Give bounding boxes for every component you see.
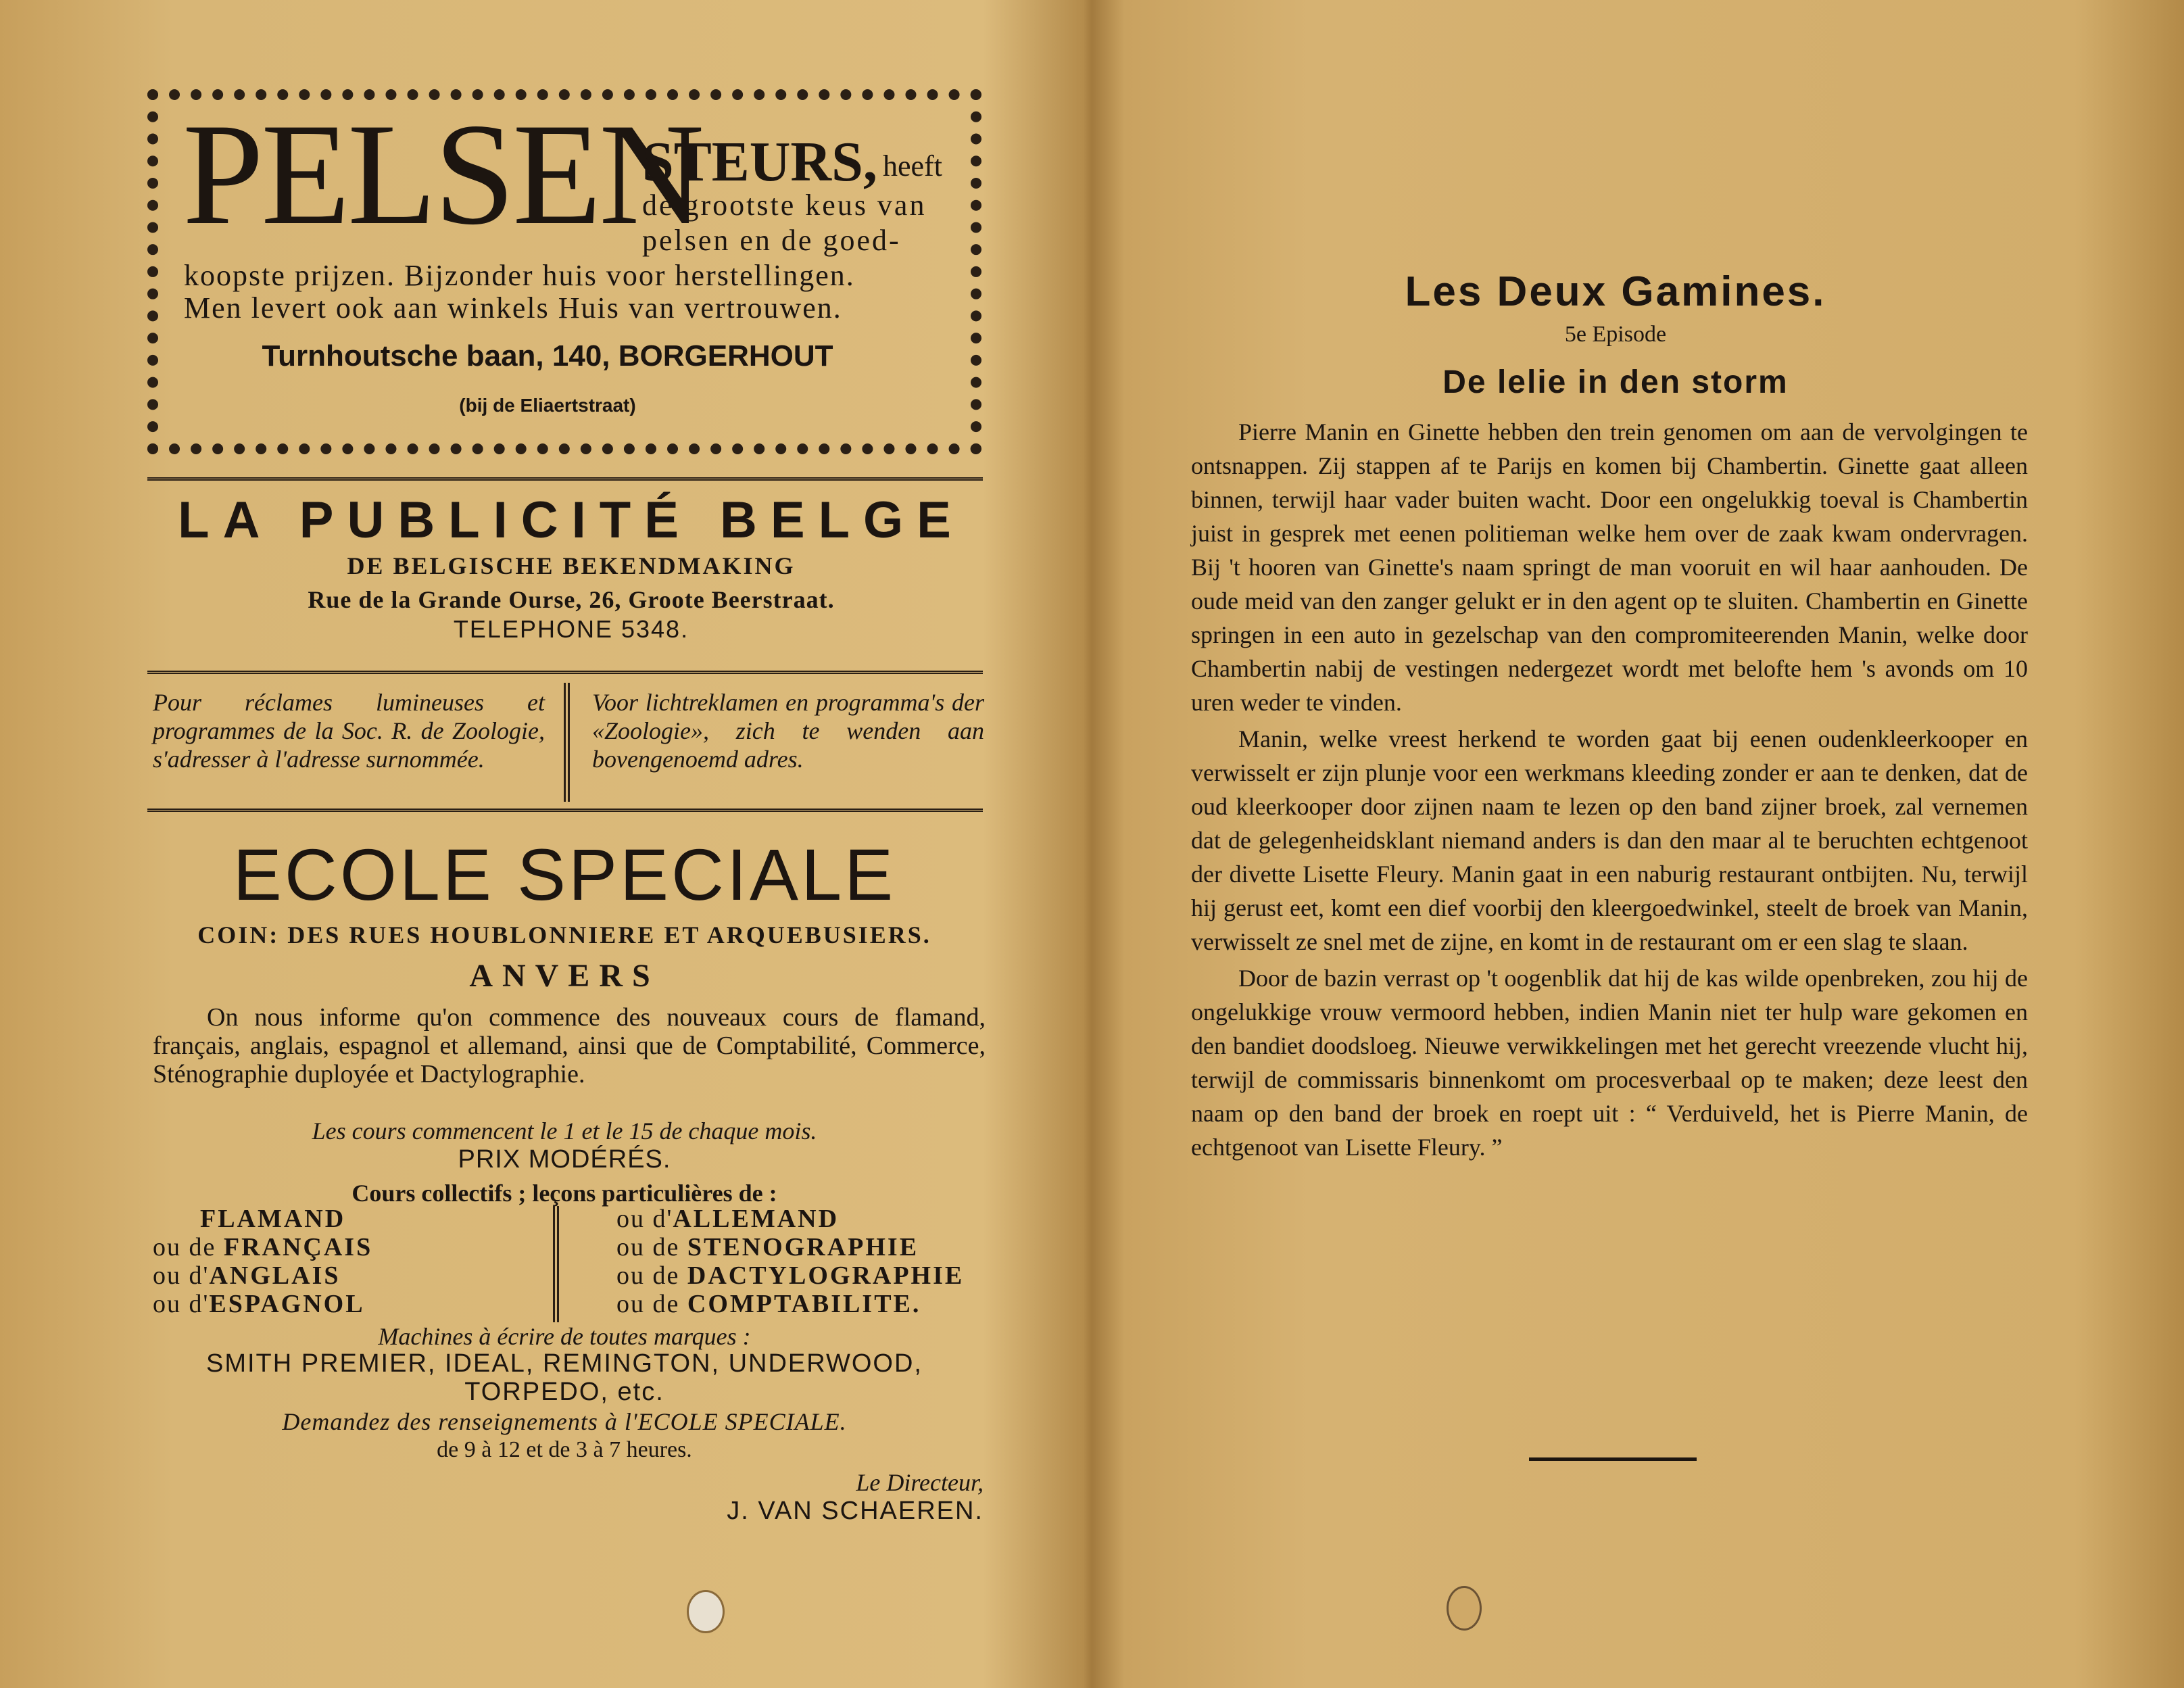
story-paragraph: Manin, welke vreest herkend te worden gaat bij eenen oudenkleerkooper en verwisselt er zijn plunje voor een werkmans kleeding zonder er aan te denken, dat de oud kleerkooper door zijnen naam te lezen op den band zijner broek, zal vernemen dat de gelegenheidsklant niemand anders is dan den maar al te beruchten echtgenoot der divette Lisette Fleury. Manin gaat in een naburig restaurant ontbijten. Nu, terwijl hij gerust eet, komt een dief voorbij den kleergoedwinkel, steelt de broek van Manin, verwisselt ze snel met de zijne, en komt in de restaurant om er een slag te slaan. <box>1191 725 2028 955</box>
story-subtitle: De lelie in den storm <box>1442 364 1789 400</box>
brands-line-2: TORPEDO, etc. <box>464 1378 664 1406</box>
punch-hole <box>687 1590 725 1633</box>
left-page <box>0 0 1088 1688</box>
publicite-subtitle: DE BELGISCHE BEKENDMAKING <box>347 552 796 579</box>
subject-item: ou de COMPTABILITE. <box>616 1290 921 1318</box>
story-paragraph: Pierre Manin en Ginette hebben den trein genomen om aan de vervolgingen te ontsnappen. Zij stappen af te Parijs en komen bij Chambertin. Ginette gaat alleen binnen, terwijl haar vader buiten wacht. Door een ongelukkig toeval is Chambertin juist in gesprek met eenen politieman welke hem over de zaak kwam ondervragen. Bij 't hooren van Ginette's naam springt de man vooruit en wil haar aanhouden. De oude meid van den zanger gelukt er in den agent op te sluiten. Chambertin en Ginette springen in een auto in gezelschap van den compromiteerenden Manin, welke door Chambertin nabij de vestingen nedergezet wordt met belofte hem 's avonds om 10 uren weder te vinden. <box>1191 418 2028 716</box>
pelsen-line-2: pelsen en de goed- <box>642 224 901 257</box>
pelsen-heeft: heeft <box>883 149 942 183</box>
ecole-machines: Machines à écrire de toutes marques : <box>378 1323 751 1350</box>
ecole-brands <box>149 1349 980 1406</box>
story-episode: 5e Episode <box>1564 322 1667 347</box>
divider <box>147 809 983 812</box>
publicite-note-nl: Voor lichtreklamen en programma's der «Zoologie», zich te wenden aan bovengenoemd adres. <box>592 689 984 773</box>
subjects-left <box>153 1205 545 1318</box>
subject-item: ou de FRANÇAIS <box>153 1233 373 1261</box>
publicite-title: LA PUBLICITÉ BELGE <box>178 491 965 549</box>
story-title: Les Deux Gamines. <box>1405 268 1826 315</box>
subject-item: ou de DACTYLOGRAPHIE <box>616 1261 965 1290</box>
subject-item: ou d'ALLEMAND <box>616 1205 840 1233</box>
ecole-prices: PRIX MODÉRÉS. <box>458 1145 671 1174</box>
pelsen-line-3: koopste prijzen. Bijzonder huis voor herstellingen. <box>184 259 855 292</box>
subject-item: ou d'ANGLAIS <box>153 1261 341 1290</box>
ecole-hours: de 9 à 12 et de 3 à 7 heures. <box>437 1437 692 1462</box>
ecole-city: ANVERS <box>469 958 660 994</box>
publicite-telephone: TELEPHONE 5348. <box>453 615 689 643</box>
column-divider <box>564 683 570 802</box>
end-rule <box>1529 1457 1697 1461</box>
pelsen-headline: STEURS, <box>642 130 877 193</box>
right-page <box>1088 0 2184 1688</box>
divider <box>147 477 983 481</box>
story-body <box>1191 415 2028 1167</box>
publicite-note-fr: Pour réclames lumineuses et programmes de la Soc. R. de Zoologie, s'adresser à l'adresse surnommée. <box>153 689 545 773</box>
ecole-body: On nous informe qu'on commence des nouveaux cours de flamand, français, anglais, espagnol et allemand, ainsi que de Comptabilité, Commerce, Sténographie duployée et Dactylographie. <box>153 1003 986 1088</box>
subjects-right <box>616 1205 995 1318</box>
brands-line-1: SMITH PREMIER, IDEAL, REMINGTON, UNDERWOOD, <box>205 1349 923 1378</box>
subject-item: ou d'ESPAGNOL <box>153 1290 365 1318</box>
column-divider <box>553 1206 559 1322</box>
ecole-request: Demandez des renseignements à l'ECOLE SPECIALE. <box>282 1408 847 1435</box>
ecole-course-dates: Les cours commencent le 1 et le 15 de chaque mois. <box>312 1117 817 1144</box>
pelsen-line-4: Men levert ook aan winkels Huis van vertrouwen. <box>184 291 842 324</box>
punch-hole <box>1447 1586 1482 1631</box>
pelsen-address-note: (bij de Eliaertstraat) <box>459 395 636 416</box>
ecole-corner-address: COIN: DES RUES HOUBLONNIERE ET ARQUEBUSIERS. <box>197 921 931 948</box>
pelsen-big-word: PELSEN <box>183 93 702 255</box>
publicite-address: Rue de la Grande Ourse, 26, Groote Beerstraat. <box>308 586 835 613</box>
ecole-director-label: Le Directeur, <box>856 1469 984 1496</box>
subject-item: FLAMAND <box>200 1205 346 1233</box>
pelsen-line-1: de grootste keus van <box>642 189 927 222</box>
pelsen-address: Turnhoutsche baan, 140, BORGERHOUT <box>262 339 833 372</box>
ecole-director-name: J. VAN SCHAEREN. <box>727 1497 984 1525</box>
divider <box>147 671 983 674</box>
ecole-title: ECOLE SPECIALE <box>233 834 896 915</box>
subject-item: ou de STENOGRAPHIE <box>616 1233 919 1261</box>
story-paragraph: Door de bazin verrast op 't oogenblik dat hij de kas wilde openbreken, zou hij de ongelukkige vrouw vermoord hebben, indien Manin niet ter hulp ware gekomen en den bandiet doodsloeg. Nieuwe verwikkelingen met het gerecht vreezende vlucht hij, terwijl de commissaris binnenkomt om procesverbaal op te maken; deze leest den naam op den band der broek en roept uit : “ Verduiveld, het is Pierre Manin, de echtgenoot van Lisette Fleury. ” <box>1191 965 2028 1161</box>
ecole-lessons-heading: Cours collectifs ; leçons particulières de : <box>351 1180 777 1207</box>
